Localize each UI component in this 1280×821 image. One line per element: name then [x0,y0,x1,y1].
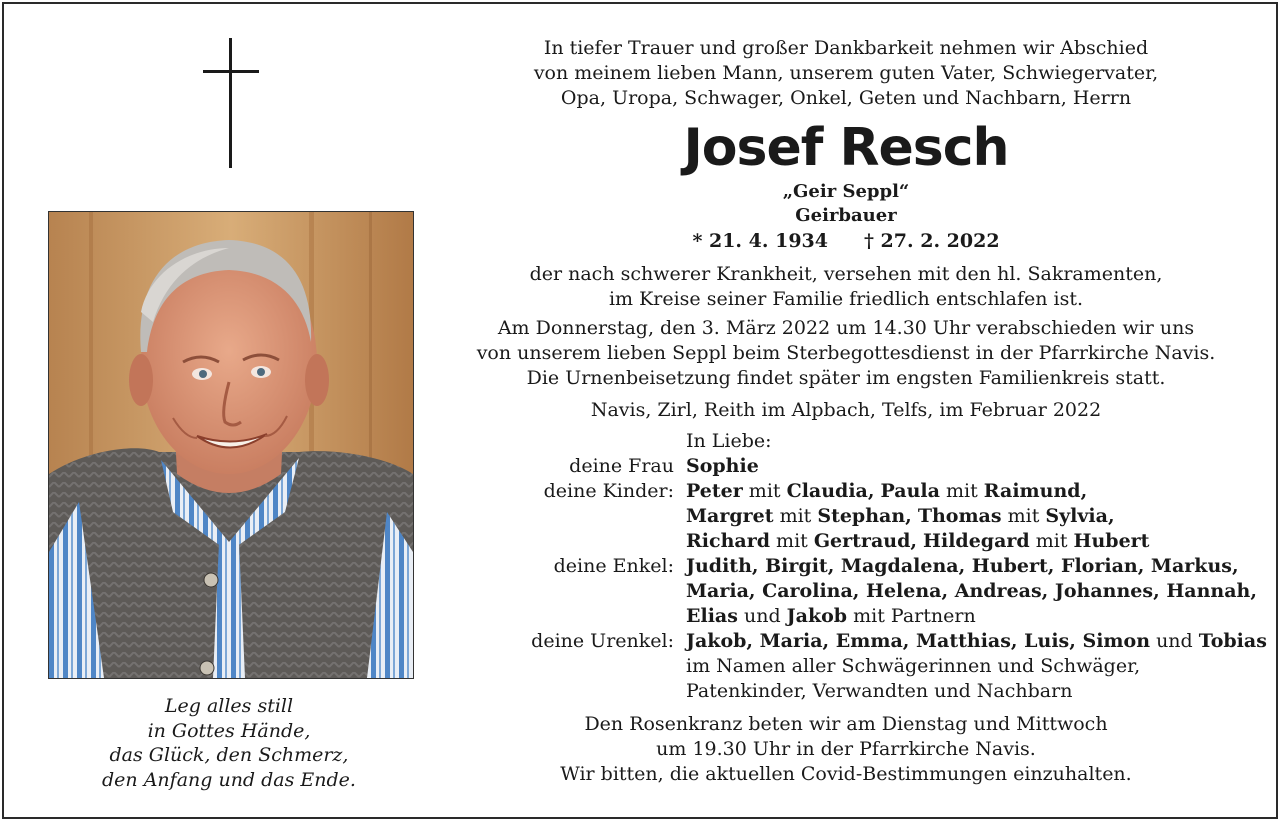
verse-line: den Anfang und das Ende. [102,768,356,791]
funeral-line: von unserem lieben Seppl beim Sterbegottesdienst in der Pfarrkirche Navis. [476,342,1216,364]
relatives-line: Patenkinder, Verwandten und Nachbarn [686,680,1073,702]
intro-line: Opa, Uropa, Schwager, Onkel, Geten und Nachbarn, Herrn [560,87,1132,109]
wife-name: Sophie [686,455,759,477]
passing-line: im Kreise seiner Familie friedlich entschlafen ist. [608,288,1084,310]
great-grandchildren-label: deine Urenkel: [531,630,674,652]
verse-line: das Glück, den Schmerz, [109,744,349,766]
memorial-verse [64,694,394,792]
passing-line: der nach schwerer Krankheit, versehen mit den hl. Sakramenten, [529,263,1163,285]
family-row [474,454,1264,479]
great-grandchildren-line: Jakob, Maria, Emma, Matthias, Luis, Simon und Tobias [686,630,1267,652]
children-label: deine Kinder: [543,480,674,502]
intro-line: In tiefer Trauer und großer Dankbarkeit nehmen wir Abschied [543,37,1149,59]
family-row [474,429,1264,454]
family-list [474,429,1267,704]
intro-text [466,36,1226,111]
nickname: „Geir Seppl“ [782,181,910,202]
obituary-card [2,2,1278,819]
place-date [466,398,1226,423]
grandchildren-line: Maria, Carolina, Helena, Andreas, Johannes, Hannah, [686,580,1257,602]
place-date-line: Navis, Zirl, Reith im Alpbach, Telfs, im Februar 2022 [590,399,1102,421]
children-line: Richard mit Gertraud, Hildegard mit Hubert [686,530,1150,552]
closing-text [466,712,1226,787]
passing-text [466,262,1226,312]
funeral-line: Die Urnenbeisetzung findet später im engsten Familienkreis statt. [526,367,1166,389]
cross-icon [203,38,259,168]
life-dates [466,229,1226,254]
family-row [474,554,1264,629]
verse-line: Leg alles still [164,695,294,717]
intro-line: von meinem lieben Mann, unserem guten Vater, Schwiegervater, [533,62,1159,84]
birth-date: * 21. 4. 1934 [692,230,828,252]
funeral-text [466,316,1226,391]
children-line: Margret mit Stephan, Thomas mit Sylvia, [686,505,1115,527]
deceased-name: Josef Resch [683,118,1009,178]
grandchildren-line: Elias und Jakob mit Partnern [686,605,976,627]
closing-line: Wir bitten, die aktuellen Covid-Bestimmungen einzuhalten. [560,763,1132,785]
children-line: Peter mit Claudia, Paula mit Raimund, [686,480,1088,502]
farm-name: Geirbauer [795,205,897,226]
nickname-block [466,180,1226,228]
portrait-photo [48,211,414,679]
death-date: † 27. 2. 2022 [864,230,1000,252]
family-row [474,479,1264,554]
wife-label: deine Frau [569,455,674,477]
funeral-line: Am Donnerstag, den 3. März 2022 um 14.30 Uhr verabschieden wir uns [497,317,1195,339]
relatives-line: im Namen aller Schwägerinnen und Schwäger, [686,655,1141,677]
in-love-label: In Liebe: [686,430,772,452]
grandchildren-line: Judith, Birgit, Magdalena, Hubert, Florian, Markus, [686,555,1239,577]
verse-line: in Gottes Hände, [147,719,311,742]
closing-line: Den Rosenkranz beten wir am Dienstag und Mittwoch [584,713,1108,735]
family-row [474,629,1267,704]
grandchildren-label: deine Enkel: [553,555,674,577]
closing-line: um 19.30 Uhr in der Pfarrkirche Navis. [656,738,1036,760]
